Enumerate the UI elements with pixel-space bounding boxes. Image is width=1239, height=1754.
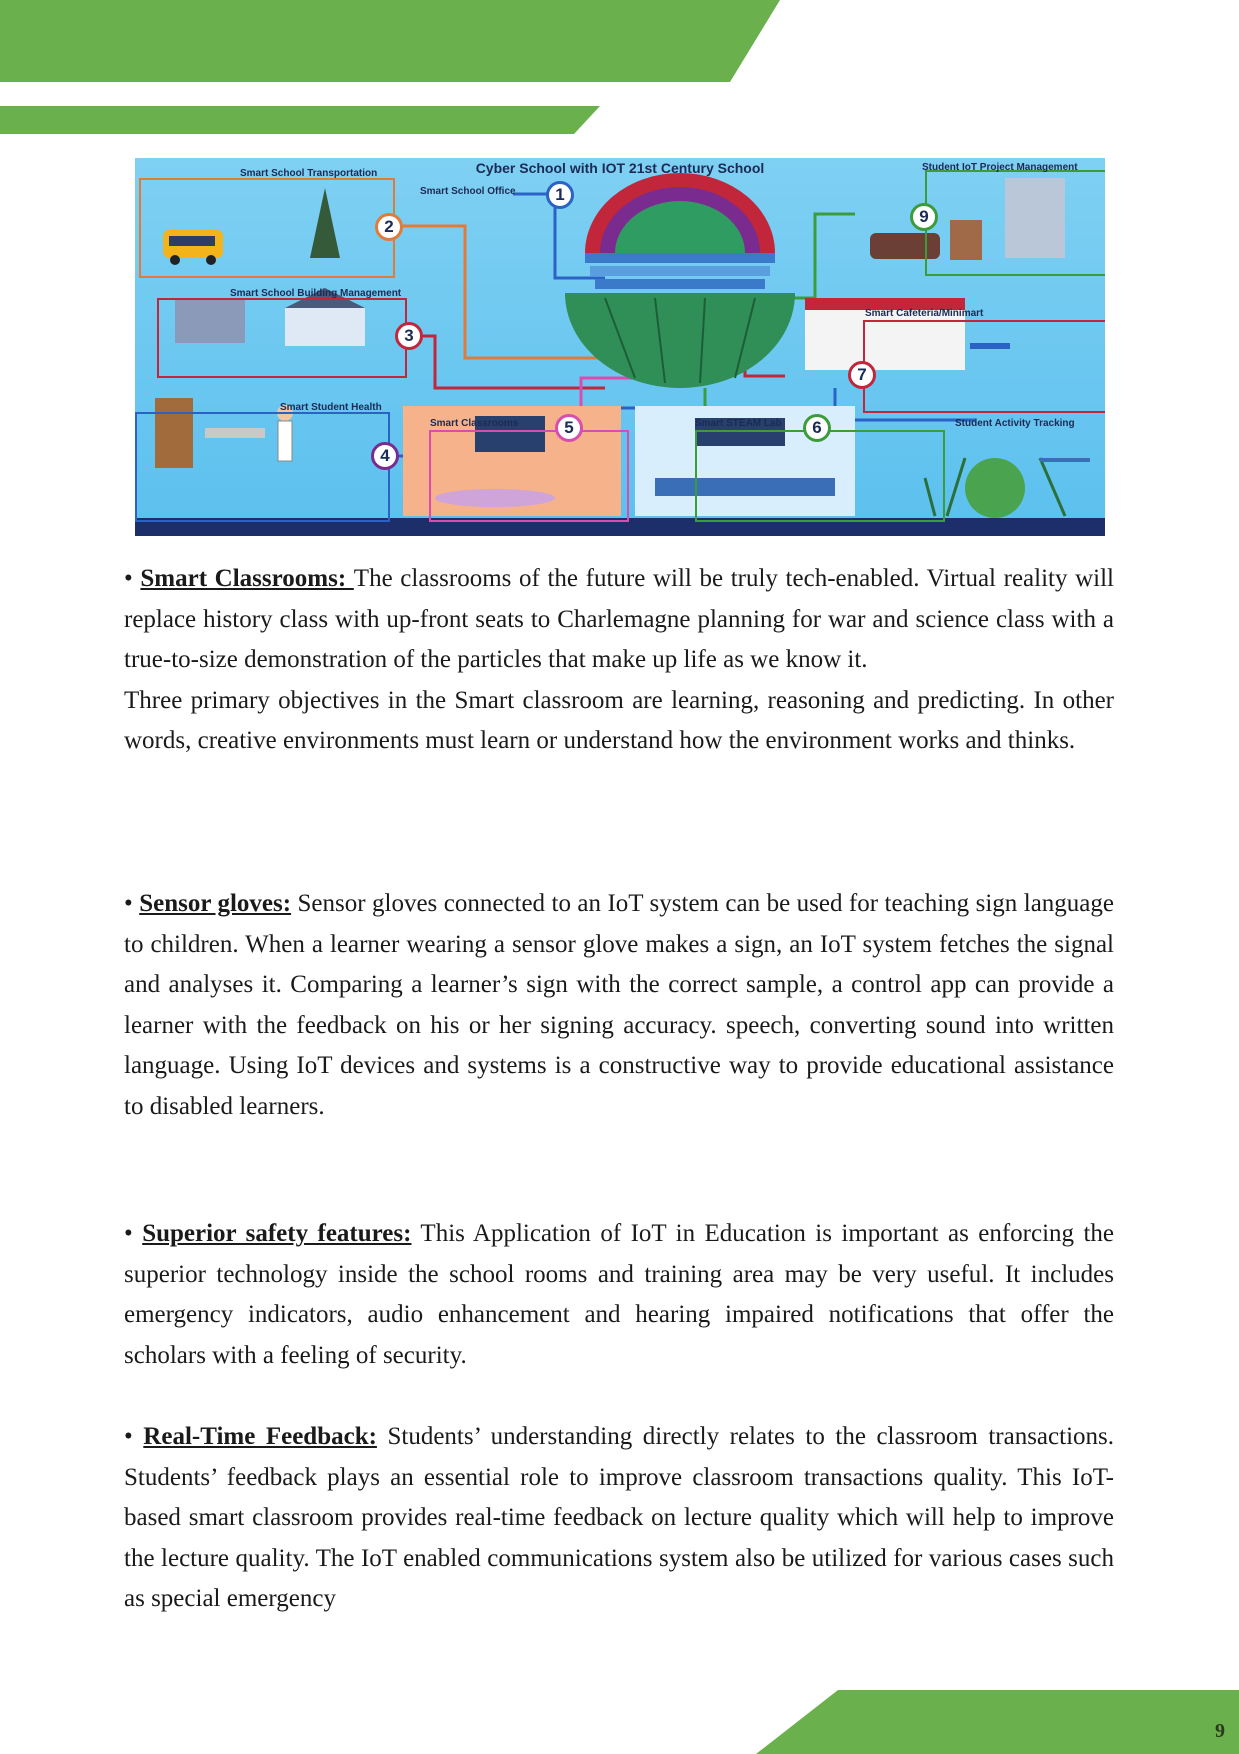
core-dome bbox=[565, 173, 795, 388]
badge-3: 3 bbox=[395, 322, 423, 350]
panel-classrooms bbox=[429, 430, 629, 522]
panel-project bbox=[925, 170, 1105, 276]
panel-building bbox=[157, 298, 407, 378]
paragraph-sensor-gloves bbox=[124, 884, 1114, 1127]
section-sensor-gloves bbox=[124, 884, 1114, 1127]
term-sensor-gloves: Sensor gloves: bbox=[139, 890, 292, 917]
infographic-title: Cyber School with IOT 21st Century School bbox=[475, 160, 765, 176]
badge-4: 4 bbox=[371, 442, 399, 470]
paragraph-real-time-feedback bbox=[124, 1417, 1114, 1620]
label-cafeteria: Smart Cafeteria/Minimart bbox=[865, 308, 984, 319]
term-real-time-feedback: Real-Time Feedback: bbox=[143, 1423, 377, 1450]
label-health: Smart Student Health bbox=[280, 402, 382, 413]
badge-7: 7 bbox=[848, 361, 876, 389]
activity-scene bbox=[925, 458, 1090, 518]
section-safety-features bbox=[124, 1214, 1114, 1376]
text-safety-features: This Application of IoT in Education is important as enforcing the superior technology inside the school rooms and training area may be very useful. It includes emergency indicators, audio enhancement and hearing impaired notifications that offer the scholars with a feeling of security. bbox=[124, 1220, 1115, 1369]
header-stripe bbox=[0, 106, 600, 134]
panel-transportation bbox=[139, 178, 395, 278]
label-steam: Smart STEAM Lab bbox=[695, 418, 782, 429]
panel-health bbox=[135, 412, 390, 522]
term-safety-features: Superior safety features: bbox=[142, 1220, 412, 1247]
bullet: • bbox=[124, 890, 133, 917]
page-number: 9 bbox=[1215, 1720, 1225, 1742]
text-real-time-feedback: Students’ understanding directly relates to the classroom transactions. Students’ feedback plays an essential role to improve classroom transactions quality. This IoT-based smart classroom provides real-time feedback on lecture quality which will help to improve the lecture quality. The IoT enabled communications system also be utilized for various cases such as special emergency bbox=[124, 1423, 1114, 1612]
section-smart-classrooms bbox=[124, 559, 1114, 762]
paragraph-smart-classrooms-objectives: Three primary objectives in the Smart classroom are learning, reasoning and predicting. In other words, creative environments must learn or understand how the environment works and thinks. bbox=[124, 686, 1114, 754]
bullet: • bbox=[124, 1220, 133, 1247]
bullet: • bbox=[124, 565, 133, 592]
header-banner bbox=[0, 0, 780, 82]
badge-5: 5 bbox=[555, 414, 583, 442]
badge-6: 6 bbox=[803, 414, 831, 442]
term-smart-classrooms: Smart Classrooms: bbox=[140, 565, 354, 592]
bullet: • bbox=[124, 1423, 133, 1450]
text-sensor-gloves: Sensor gloves connected to an IoT system can be used for teaching sign language to children. When a learner wearing a sensor glove makes a sign, an IoT system fetches the signal and analyses it. Comparing a learner’s sign with the correct sample, a control app can provide a learner with the feedback on his or her signing accuracy. speech, converting sound into written language. Using IoT devices and systems is a constructive way to provide educational assistance to disabled learners. bbox=[124, 890, 1114, 1120]
label-transportation: Smart School Transportation bbox=[240, 168, 378, 179]
paragraph-smart-classrooms bbox=[124, 559, 1114, 681]
text-smart-classrooms: The classrooms of the future will be truly tech-enabled. Virtual reality will replace history class with up-front seats to Charlemagne planning for war and science class with a true-to-size demonstration of the particles that make up life as we know it. bbox=[124, 565, 1114, 673]
iot-school-infographic bbox=[135, 158, 1105, 536]
label-activity: Student Activity Tracking bbox=[955, 418, 1075, 429]
panel-cafeteria bbox=[863, 320, 1105, 413]
label-project: Student IoT Project Management bbox=[922, 162, 1078, 173]
footer-band bbox=[756, 1690, 1239, 1754]
section-real-time-feedback bbox=[124, 1417, 1114, 1620]
badge-2: 2 bbox=[375, 213, 403, 241]
badge-1: 1 bbox=[546, 181, 574, 209]
badge-9: 9 bbox=[910, 203, 938, 231]
label-office: Smart School Office bbox=[420, 186, 516, 197]
panel-steam bbox=[695, 430, 945, 522]
label-building: Smart School Building Management bbox=[230, 288, 402, 299]
label-classrooms: Smart Classrooms bbox=[430, 418, 519, 429]
paragraph-safety-features bbox=[124, 1214, 1114, 1376]
